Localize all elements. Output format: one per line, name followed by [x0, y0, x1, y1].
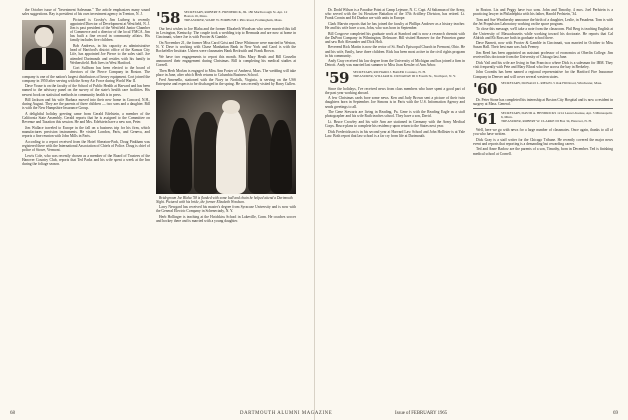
class-year: '58 [156, 9, 180, 27]
paragraph: Dr. Peter Stone has completed his internship at Boston City Hospital and is now a resident in surgery at Mass. General. [473, 97, 613, 106]
paragraph: Well, here we go with news for a large number of classmates. Once again, thanks to all of you who have written. [473, 128, 613, 137]
treasurer-address: TREASURER, ROBERT W. CLARKE III Box 34, Hanover, N. H. [500, 118, 592, 123]
paragraph: Bill Jackson and his wife Barbara moved into their new home in Concord, N.H., during August. They are the parents of three children — two sons and a daughter. Bill is with the New Hampshire Insurance Group. [22, 98, 150, 111]
paragraph: Herb Hollinger is teaching at the Hotchkiss School in Lakeville, Conn. He coaches soccer and hockey there and is married with a young daughter. [156, 214, 296, 224]
paragraph: We have two engagements to report this month. Miss Mary Heath and Bill Gosselin announced their engagement during Christmas. Bill is completing his medical studies at Cornell. [156, 54, 296, 68]
paragraph: Jim Wallace traveled to Europe in the fall on a business trip for his firm, which manufactures precision instruments. He visited London, Paris, and Geneva, and reports a fine reunion with John Mills in Paris. [22, 125, 150, 139]
paragraph: Ted and Anne Barlow are the parents of a son, Timothy, born in December. Ted is finishing medical school at Cornell. [473, 147, 613, 156]
paragraph: Clark Marvin reports that he has joined the faculty at Phillips Andover as a history teacher. He and his wife have a son, John, who was born in September. [325, 21, 465, 31]
paragraph: Larry Newgard has received his master's degree from Syracuse University and is now with the General Electric Company in Schenectady, N. Y. [156, 205, 296, 214]
column-3 [325, 8, 465, 400]
paragraph: Dick Gray is a staff writer for the Chicago Tribune. He recently covered the major news event and reports that reporting is a demanding but rewarding career. [473, 137, 613, 146]
paragraph: Dave Youse is on the faculty of the School of Public Health at Harvard and has been named to the advisory panel on the survey of the state's health care facilities. His newest book on statistical methods in community health is in press. [22, 84, 150, 97]
secretary-address: SECRETARY, DONALD L. RIEGEL 5 Oak Hill Road, Winchester, Mass. [500, 80, 603, 85]
paragraph: Dr. Dodd Wilson is a Paradise Point at Camp Lejeune, N. C. Capt. Al Saltzman of the Army, who served with the 1st Howitzer Battalion of the 37th Artillery Division, has retired. Lt. Frank Cronin and Ed Dunbar are with units in Europe. [325, 8, 465, 21]
class-year: '60 [473, 79, 497, 98]
portrait-photo [22, 20, 66, 70]
column-2 [156, 8, 296, 400]
class-header-61 [473, 112, 613, 126]
paragraph: the October issue of "Investment Salesman." The article emphasizes many sound sales suggestions. Ray is president of his own investment agency in Trenton, N. J. [22, 8, 150, 17]
paragraph: Bob Andrews, in his capacity as administrative head of Hartford's district office of the Kansas City Life, has appointed Joe Pierce to the sales staff. Joe attended Dartmouth and resides with his family in Wethersfield. Bob lives in West Hartford. [70, 44, 150, 65]
paragraph: Bill Cosgrove completed his graduate work at Stanford and is now a research chemist with the DuPont Company in Wilmington, Delaware. Bill visited Hanover for the Princeton game and saw Bob Alexander and Dick Holt. [325, 31, 465, 44]
paragraph: Lt. Bruce Crowley and his wife Ann are stationed in Germany with the Army Medical Corps. Bruce plans to complete his residency upon return to the States next year. [325, 119, 465, 129]
class-header-60 [473, 79, 613, 98]
paragraph: To close this message, we'll take a note from the classroom. Phil Berg is teaching English at the University of Massachusetts while working toward his doctorate. He reports that Cal Aldrich and Eb Ross are both in graduate school there. [473, 27, 613, 40]
column-4 [473, 8, 613, 400]
class-header-59 [325, 68, 465, 87]
paragraph: Dick Frederickson is in his second year at Harvard Law School and John Hollister is at Yale Law. Both report that law school is a far cry from life at Dartmouth. [325, 129, 465, 138]
paragraph: Lewis Cole, who was recently chosen as a member of the Board of Trustees of the Hanover Country Club, reports that Ted Parks and his wife spent a week at the Inn during the foliage season. [22, 153, 150, 166]
paragraph: Since the holidays, I've received news from class members who have spent a good part of the past year working abroad. [325, 86, 465, 95]
paragraph: A few Christmas cards bore some news. Ken and Judy Brown sent a picture of their twin daughters born in September. Joe Simons is in Paris with the U.S. Information Agency and sends greetings to all. [325, 96, 465, 109]
page-number-left: 68 [10, 411, 15, 416]
paragraph: John Coombs has been named a regional representative for the Hartford Fire Insurance Company in Denver and will cover several western states. [473, 70, 613, 79]
class-header-58 [156, 11, 296, 25]
paragraph: Then Herb Morlan is engaged to Miss Ann Foster of Amherst, Mass. The wedding will take place in June, after which Herb returns to Columbia Business School. [156, 68, 296, 77]
paragraph: Cort Sullivan has been elected to the board of directors of the Pierce Company in Boston. The company is one of the nation's largest distributors of heavy equipment. Cort joined the company in 1950 after serving with the Army Air Force during World War II. [22, 66, 150, 83]
issue-date-footer: Issue of FEBRUARY 1965 [395, 411, 448, 416]
paragraph: The Gene Stewarts are living in Reading, Pa. Gene is with the Reading Eagle as a staff photographer and his wife Ruth teaches school. They have a son, David. [325, 110, 465, 119]
paragraph: Dick Vail and his wife are living in San Francisco where Dick is a salesman for IBM. They visit frequently with Pete and Mary Blood who live across the bay in Berkeley. [473, 60, 613, 69]
treasurer-address: TREASURER, WILLIAM R. DUNAWAY III 6 Fourth St., Northport, N. Y. [352, 73, 456, 78]
paragraph: in Boston. Liz and Peggy have two sons. John and Timothy, 4 mos. Joel Perlstein is a practicing lawyer in Philadelphia with his father, Harold Perlstein, '34. [473, 8, 613, 17]
photo-caption: Bridegroom Joe Blaha '58 is flanked with some ball and chain he helped attend a Dartmouth Night. Pictured with his bride, the former Elizabeth Woodson. [156, 195, 293, 204]
paragraph: On November 21, the former Miss Carol Grist and Dave Whitmore were married in Weston, N. Y. Dave is working with Chase Manhattan Bank in New York and Carol is with the Rockefeller Institute. Ushers were classmates Hank Beckwith and Frank Brown. [156, 40, 296, 54]
wedding-photo [156, 90, 296, 194]
secretary-address: SECRETARY, DAVID A. HENDRICKS 1214 Laurel Avenue, Apt. 3 Minneapolis 6, Minn. [500, 111, 613, 119]
paragraph: Jim Reed has been appointed an assistant professor of economics at Oberlin College. Jim received his doctorate from the University of Chicago last June. [473, 50, 613, 60]
paragraph: A delightful holiday greeting came from Gerald Edelstein, a member of the California State Assembly. Gerald reports that he is assigned to the Committee on Revenue and Taxation this session. He and Mrs. Edelstein have a new son, Peter. [22, 111, 150, 125]
paragraph: According to a report received from the Hotel Sheraton-Park, Doug Pinkham was registered there with the International Association of Chiefs of Police. Doug is chief of police of Stowe, Vermont. [22, 139, 150, 152]
divider [473, 108, 613, 109]
treasurer-address: TREASURER, WADE W. FORBUSH 1 Pitts Road, Framingham, Mass. [183, 17, 283, 22]
secretary-address: SECRETARY, RICHARD J. BAKER Corunna, N. H. [352, 69, 426, 74]
page-gutter [314, 0, 315, 420]
magazine-title-footer: DARTMOUTH ALUMNI MAGAZINE [240, 411, 333, 416]
paragraph: Fred Amenello, stationed with the Navy in Norfolk, Virginia, is serving on the USS Enterprise and expects to be discharged in the spring. He was recently visited by Barry Cullen. [156, 78, 296, 87]
paragraph: Tom and Sue Weathersby announce the birth of a daughter, Leslie, in Pasadena. Tom is with the Jet Propulsion Laboratory working on the space program. [473, 17, 613, 26]
page-number-right: 69 [613, 411, 618, 416]
paragraph: Pictured is Crosby's Jim Lutberg is recently appointed Director of Development at Westfield, N. J. Jim is past president of the Westfield Junior Chamber of Commerce and a director of the local YMCA. Jim has built a fine record in community affairs. His family includes five children. [70, 17, 150, 43]
paragraph: Dave Barnett, now with Procter & Gamble in Cincinnati, was married in October to Miss Susan Hall. Their best man was Jack Feeney. [473, 41, 613, 50]
paragraph: Reverend Rick Martin is now the rector of St. Paul's Episcopal Church in Fremont, Ohio. He and his wife, Emily, have three children. Rick has been most active in the civil rights program in his community. [325, 45, 465, 58]
secretary-address: SECRETARY, ROBERT E. FREDERICK, JR. 180 Marlborough St. Apt. 12 Boston 16, Mass. [183, 10, 288, 18]
paragraph: Andy Gray received his law degree from the University of Michigan and has joined a firm in Detroit. Andy was married last summer to Miss Joan Kessler of Ann Arbor. [325, 59, 465, 68]
column-1 [22, 8, 150, 400]
class-year: '59 [325, 68, 349, 87]
paragraph: Our best wishes to Joe Blaha and the former Elizabeth Woodson who were married this fall in Lexington, Kentucky. The couple took a wedding trip to Bermuda and are now at home in Cincinnati, where Joe is with Procter & Gamble. [156, 27, 296, 40]
class-year: '61 [473, 110, 497, 128]
